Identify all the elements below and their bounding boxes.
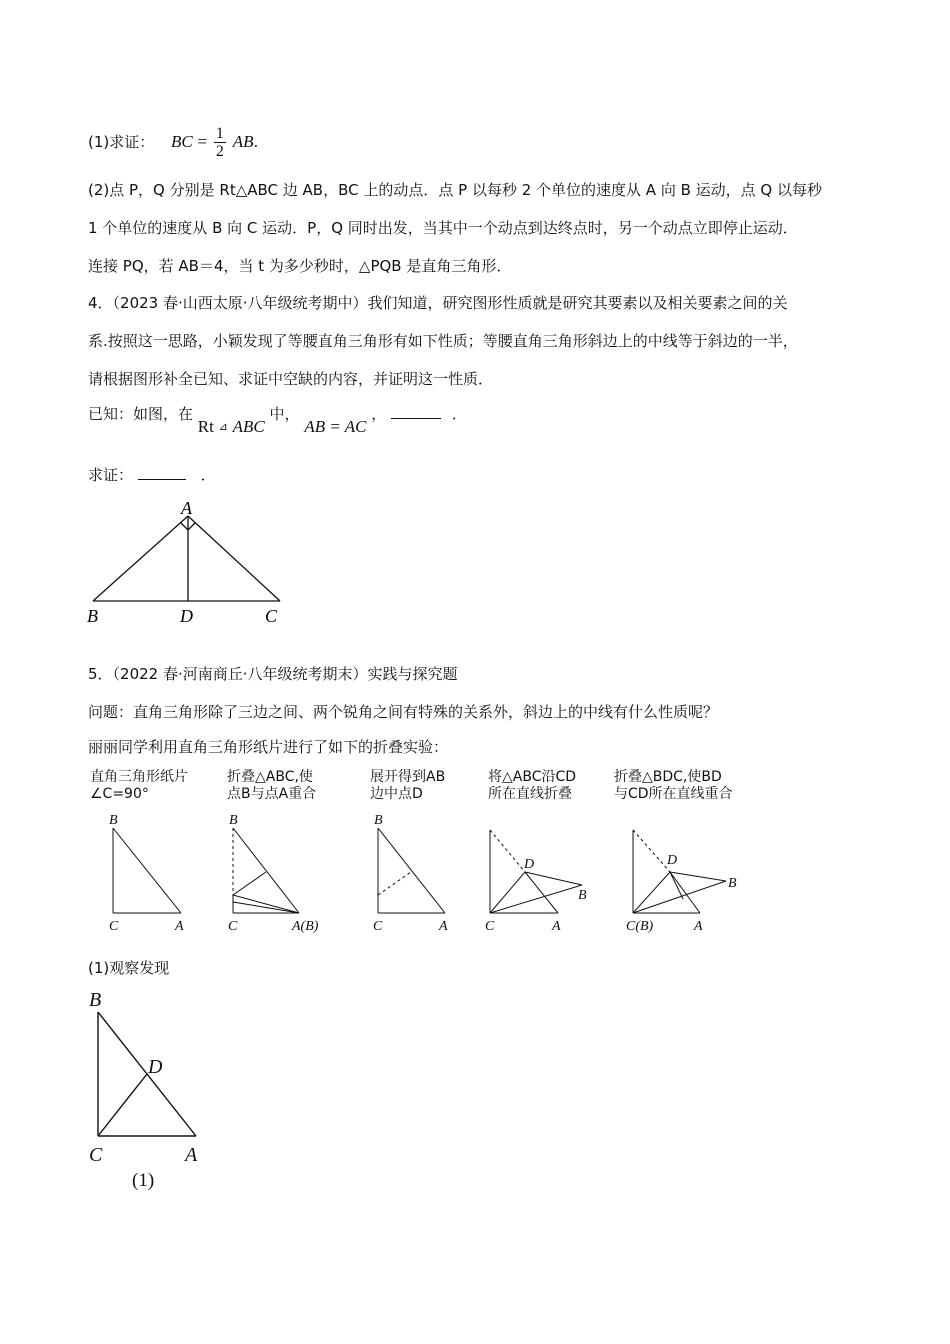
q4-figure [80, 496, 300, 628]
step1-label-c: C [109, 919, 119, 934]
fraction-numerator: 1 [215, 125, 224, 142]
q4-label-d: D [180, 606, 193, 626]
step5-figure [633, 830, 726, 913]
fig1-label-c: C [89, 1144, 103, 1166]
q3-part2-line1: (2)点 P，Q 分别是 Rt△ABC 边 AB，BC 上的动点．点 P 以每秒 2 个单位的速度从 A 向 B 运动，点 Q 以每秒 [88, 181, 822, 199]
step2-label-c: C [228, 919, 238, 934]
step5-caption-line2: 与CD所在直线重合 [614, 786, 733, 802]
q3-part1 [88, 125, 258, 160]
step2-label-ab: A(B) [292, 919, 319, 934]
q3-part1-fraction [214, 125, 226, 160]
q4-given-triangle: ⊿ [218, 420, 228, 433]
fig1-median-cd [98, 1074, 147, 1136]
fraction-denominator: 2 [215, 143, 224, 160]
step4-label-d: D [524, 857, 535, 872]
q4-given-comma: ， [371, 405, 387, 423]
q4-label-c: C [265, 606, 278, 626]
step3-caption-line1: 展开得到AB [370, 769, 446, 785]
q3-part1-rhs: AB [232, 132, 254, 151]
q4-line3: 请根据图形补全已知、求证中空缺的内容，并证明这一性质． [88, 370, 494, 388]
q5-figure-1 [80, 986, 220, 1194]
q4-given-abc: ABC [232, 417, 265, 436]
step3-caption-line2: 边中点D [370, 786, 423, 802]
step2-label-b: B [229, 813, 238, 828]
step3-caption [370, 769, 445, 803]
q4-prove-end: ． [200, 466, 216, 484]
step3-label-a: A [439, 919, 448, 934]
q4-given-rt: Rt [197, 417, 214, 436]
q4-label-b: B [87, 606, 98, 626]
q4-given-end: ． [451, 405, 467, 423]
q4-prove-blank[interactable] [138, 465, 186, 480]
step1-caption-line2: ∠C=90° [90, 786, 149, 802]
q3-part1-prefix: (1)求证： [88, 133, 155, 151]
folding-steps-figure [80, 806, 780, 938]
q4-line2: 系.按照这一思路，小颖发现了等腰直角三角形有如下性质；等腰直角三角形斜边上的中线等于斜边的一半， [88, 332, 798, 350]
q3-part2-line3: 连接 PQ，若 AB＝4，当 t 为多少秒时，△PQB 是直角三角形． [88, 257, 512, 275]
q3-part2-line2: 1 个单位的速度从 B 向 C 运动．P，Q 同时出发，当其中一个动点到达终点时，另一个动点立即停止运动． [88, 219, 798, 237]
step2-caption-line1: 折叠△ABC,使 [227, 769, 313, 785]
step1-label-b: B [109, 813, 118, 828]
q3-part1-eq: = [197, 132, 208, 151]
step2-caption-line2: 点B与点A重合 [227, 786, 317, 802]
fig1-caption: (1) [132, 1170, 155, 1191]
step4-label-c: C [485, 919, 495, 934]
step1-label-a: A [175, 919, 184, 934]
q4-prove-prefix: 求证： [88, 466, 134, 484]
step5-label-cb: C(B) [626, 919, 654, 934]
step4-caption [488, 769, 576, 803]
q5-line3: 丽丽同学利用直角三角形纸片进行了如下的折叠实验： [88, 738, 449, 756]
q4-prove [88, 465, 216, 485]
q3-part1-end: . [253, 133, 259, 151]
q4-label-a: A [181, 498, 192, 518]
step4-caption-line2: 所在直线折叠 [488, 786, 572, 802]
fig1-label-a: A [185, 1144, 198, 1166]
q5-line1: 5．（2022 春·河南商丘·八年级统考期末）实践与探究题 [88, 665, 458, 683]
q4-given-eq: AB = AC [304, 417, 367, 436]
step4-label-a: A [552, 919, 561, 934]
q4-side-ab [93, 516, 188, 601]
step3-label-b: B [374, 813, 383, 828]
q5-line2: 问题：直角三角形除了三边之间、两个锐角之间有特殊的关系外，斜边上的中线有什么性质呢？ [88, 703, 719, 721]
step4-label-b: B [578, 888, 587, 903]
step2-triangle [233, 828, 299, 913]
fig1-label-b: B [89, 989, 102, 1011]
q4-given-blank[interactable] [391, 406, 441, 419]
step1-caption-line1: 直角三角形纸片 [90, 769, 188, 785]
q4-given-mid: 中， [269, 405, 300, 423]
q4-line1: 4．（2023 春·山西太原·八年级统考期中）我们知道，研究图形性质就是研究其要素以及相关要素之间的关 [88, 294, 788, 312]
step4-caption-line1: 将△ABC沿CD [488, 769, 577, 785]
q3-part1-lhs: BC [171, 132, 193, 151]
step3-triangle [378, 828, 445, 913]
step1-triangle [113, 828, 181, 913]
step5-label-b: B [728, 876, 737, 891]
q5-part1: (1)观察发现 [88, 959, 170, 977]
fig1-label-d: D [148, 1056, 163, 1078]
step1-caption [90, 769, 188, 803]
q4-side-ac [188, 516, 280, 601]
q4-given-prefix: 已知：如图，在 [88, 405, 194, 423]
step5-caption [614, 769, 733, 803]
step5-label-a: A [694, 919, 703, 934]
q4-given [88, 404, 467, 438]
step5-label-d: D [667, 853, 678, 868]
step4-figure [490, 830, 582, 913]
step2-caption [227, 769, 316, 803]
step5-caption-line1: 折叠△BDC,使BD [614, 769, 722, 785]
step3-label-c: C [373, 919, 383, 934]
